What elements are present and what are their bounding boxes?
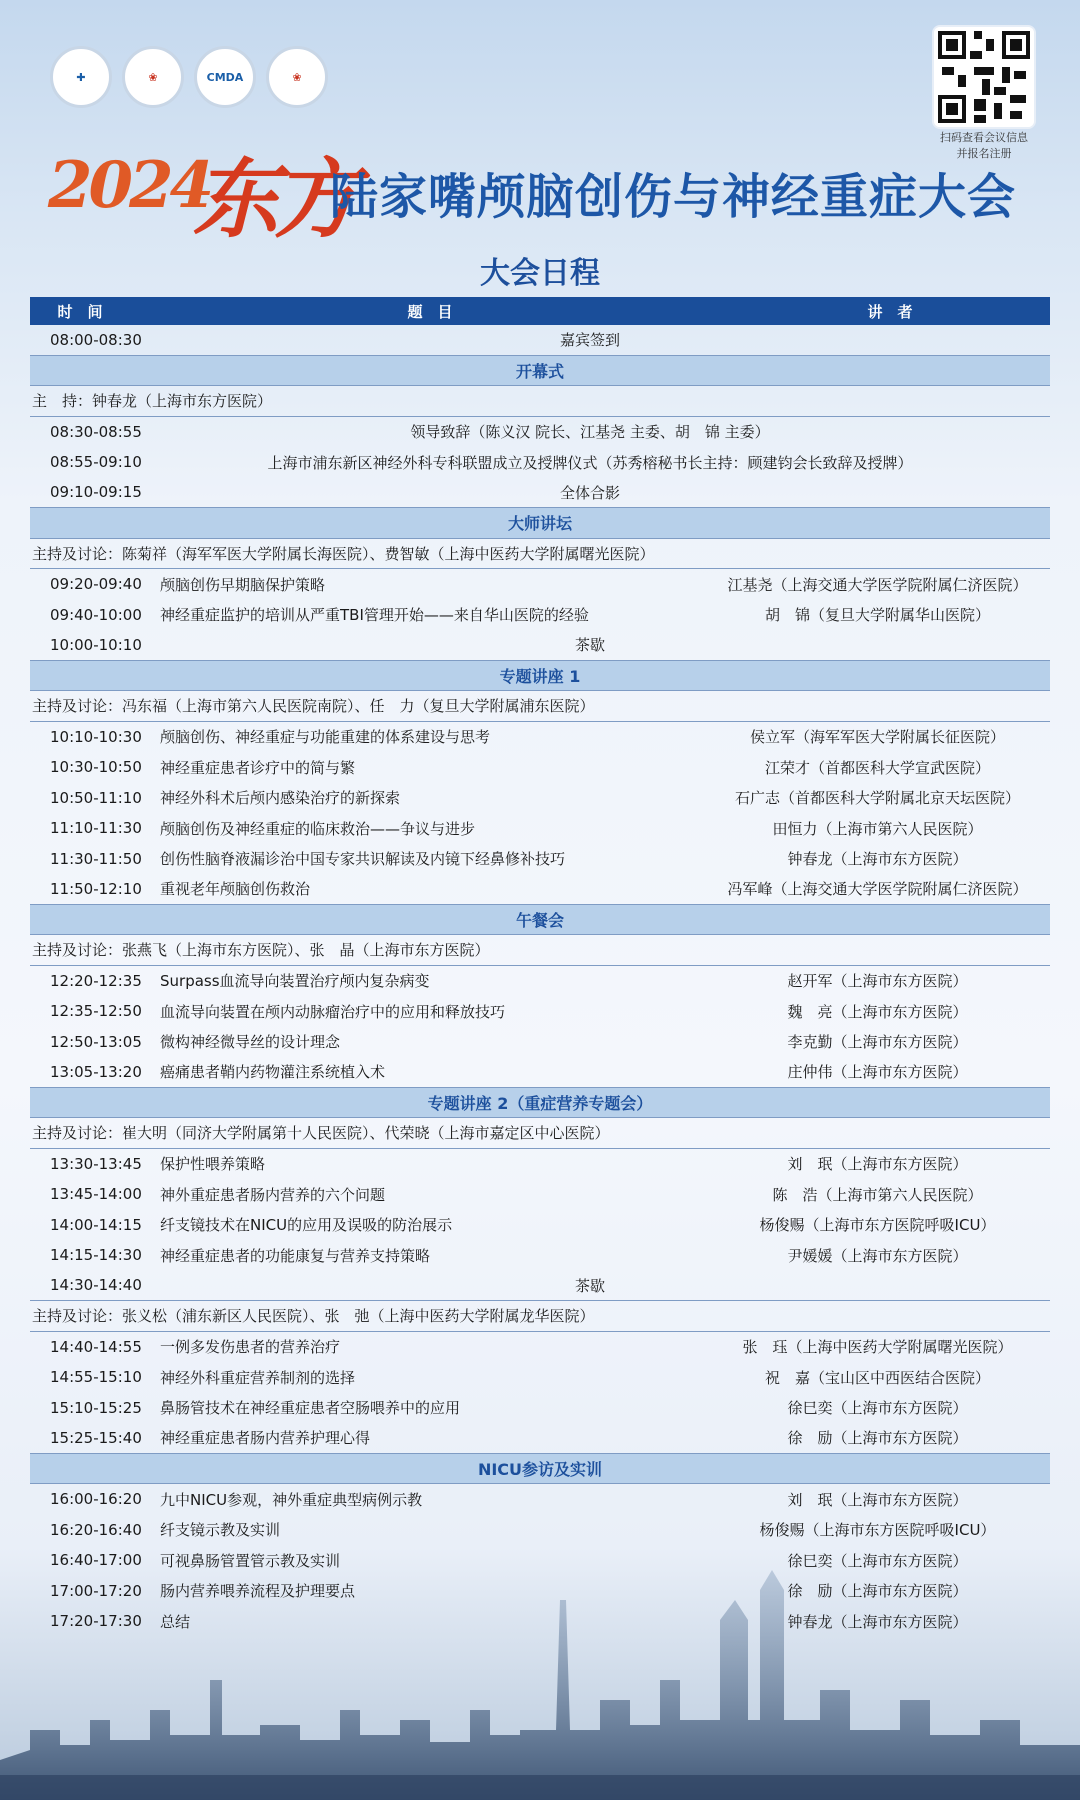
talk-speaker: 侯立军（海军军医大学附属长征医院）: [749, 728, 1005, 747]
talk-time: 09:40-10:00: [50, 605, 142, 624]
session-title: 午餐会: [515, 910, 564, 930]
item-title: 茶歇: [574, 636, 605, 655]
talk-topic: 血流导向装置在颅内动脉瘤治疗中的应用和释放技巧: [160, 1002, 506, 1021]
session-host: 主持及讨论：陈菊祥（海军军医大学附属长海医院）、费智敏（上海中医药大学附属曙光医院）: [32, 544, 655, 563]
qr-caption-line-1: 扫码查看会议信息: [940, 131, 1028, 144]
session-host-row: [30, 386, 1050, 417]
talk-row: [30, 1149, 1050, 1180]
talk-speaker: 徐 励（上海市东方医院）: [787, 1582, 968, 1601]
talk-topic: 颅脑创伤早期脑保护策略: [160, 575, 326, 594]
session-band: [30, 508, 1050, 539]
talk-speaker: 钟春龙（上海市东方医院）: [787, 850, 968, 869]
talk-topic: 神经外科术后颅内感染治疗的新探索: [160, 789, 401, 808]
talk-time: 11:10-11:30: [50, 819, 142, 838]
talk-speaker: 胡 锦（复旦大学附属华山医院）: [764, 606, 990, 625]
session-title: NICU参访及实训: [477, 1459, 603, 1479]
talk-speaker: 徐 励（上海市东方医院）: [787, 1429, 968, 1448]
talk-speaker: 刘 珉（上海市东方医院）: [787, 1490, 968, 1509]
talk-time: 11:30-11:50: [50, 849, 142, 868]
talk-topic: 一例多发伤患者的营养治疗: [160, 1338, 341, 1357]
talk-speaker: 徐巳奕（上海市东方医院）: [787, 1551, 968, 1570]
talk-row: [30, 874, 1050, 905]
talk-row: [30, 1515, 1050, 1546]
talk-time: 17:00-17:20: [50, 1581, 142, 1600]
conference-title: [48, 130, 1048, 250]
talk-topic: 颅脑创伤及神经重症的临床救治——争议与进步: [160, 819, 476, 838]
logo-1: ✚: [50, 46, 112, 108]
agenda-rows: [30, 325, 1050, 1637]
talk-time: 13:45-14:00: [50, 1185, 142, 1204]
qr-caption-line-2: 并报名注册: [956, 147, 1012, 160]
talk-row: [30, 966, 1050, 997]
session-host-row: [30, 1301, 1050, 1332]
talk-row: [30, 844, 1050, 875]
session-band: [30, 905, 1050, 936]
talk-time: 17:20-17:30: [50, 1612, 142, 1631]
talk-row: [30, 783, 1050, 814]
talk-time: 09:20-09:40: [50, 575, 142, 594]
logo-cmda: CMDA: [194, 46, 256, 108]
logo-4: ❀: [266, 46, 328, 108]
session-band: [30, 661, 1050, 692]
session-title: 专题讲座 1: [499, 666, 581, 686]
title-main: 陆家嘴颅脑创伤与神经重症大会: [330, 169, 1017, 225]
talk-speaker: 庄仲伟（上海市东方医院）: [787, 1063, 968, 1082]
session-band: [30, 1088, 1050, 1119]
talk-row: [30, 1362, 1050, 1393]
talk-time: 16:00-16:20: [50, 1490, 142, 1509]
item-title: 全体合影: [559, 483, 620, 502]
agenda-header-row: [30, 297, 1050, 325]
header-time: 时 间: [57, 302, 103, 321]
title-year: 2024: [48, 148, 211, 223]
talk-time: 13:30-13:45: [50, 1154, 142, 1173]
agenda-heading: 大会日程: [480, 256, 600, 291]
talk-topic: 保护性喂养策略: [160, 1155, 266, 1174]
talk-row: [30, 1576, 1050, 1607]
talk-row: [30, 1484, 1050, 1515]
talk-time: 14:15-14:30: [50, 1246, 142, 1265]
item-time: 08:55-09:10: [50, 453, 142, 472]
title-brand: 东方: [193, 149, 353, 250]
talk-topic: 肠内营养喂养流程及护理要点: [160, 1582, 356, 1601]
talk-time: 14:55-15:10: [50, 1368, 142, 1387]
header-topic: 题 目: [407, 302, 453, 321]
header-speaker: 讲 者: [867, 302, 913, 321]
item-title: 茶歇: [574, 1276, 605, 1295]
organizer-logos: [50, 46, 328, 108]
agenda-table: [30, 297, 1050, 1637]
agenda-item-row: [30, 478, 1050, 509]
talk-time: 10:50-11:10: [50, 788, 142, 807]
talk-topic: 癌痛患者鞘内药物灌注系统植入术: [160, 1063, 386, 1082]
agenda-item-row: [30, 1271, 1050, 1302]
session-host: 主持及讨论：张燕飞（上海市东方医院）、张 晶（上海市东方医院）: [32, 941, 490, 960]
talk-speaker: 祝 嘉（宝山区中西医结合医院）: [764, 1368, 990, 1387]
talk-time: 15:10-15:25: [50, 1398, 142, 1417]
session-title: 专题讲座 2（重症营养专题会）: [427, 1093, 653, 1113]
talk-row: [30, 722, 1050, 753]
session-host-row: [30, 1118, 1050, 1149]
talk-row: [30, 996, 1050, 1027]
talk-row: [30, 1210, 1050, 1241]
talk-time: 10:30-10:50: [50, 758, 142, 777]
talk-speaker: 徐巳奕（上海市东方医院）: [787, 1399, 968, 1418]
agenda-item-row: [30, 630, 1050, 661]
session-host-row: [30, 539, 1050, 570]
talk-time: 12:35-12:50: [50, 1002, 142, 1021]
session-host: 主持及讨论：张义松（浦东新区人民医院）、张 弛（上海中医药大学附属龙华医院）: [32, 1307, 595, 1326]
talk-row: [30, 1240, 1050, 1271]
talk-time: 14:00-14:15: [50, 1215, 142, 1234]
item-time: 08:00-08:30: [50, 330, 142, 349]
session-band: [30, 1454, 1050, 1485]
talk-row: [30, 1332, 1050, 1363]
talk-row: [30, 1606, 1050, 1637]
logo-2: ❀: [122, 46, 184, 108]
session-host: 主持及讨论：崔大明（同济大学附属第十人民医院）、代荣晓（上海市嘉定区中心医院）: [32, 1124, 610, 1143]
item-time: 10:00-10:10: [50, 635, 142, 654]
item-time: 08:30-08:55: [50, 422, 142, 441]
talk-topic: 颅脑创伤、神经重症与功能重建的体系建设与思考: [160, 728, 491, 747]
talk-topic: Surpass血流导向装置治疗颅内复杂病变: [160, 972, 430, 991]
session-title: 开幕式: [515, 361, 564, 381]
talk-topic: 鼻肠管技术在神经重症患者空肠喂养中的应用: [160, 1399, 461, 1418]
talk-row: [30, 1027, 1050, 1058]
talk-topic: 九中NICU参观，神外重症典型病例示教: [160, 1490, 423, 1509]
talk-speaker: 江荣才（首都医科大学宣武医院）: [764, 758, 990, 777]
talk-topic: 纤支镜示教及实训: [160, 1521, 281, 1540]
talk-speaker: 尹媛媛（上海市东方医院）: [787, 1246, 968, 1265]
talk-speaker: 江基尧（上海交通大学医学院附属仁济医院）: [727, 575, 1028, 594]
talk-time: 13:05-13:20: [50, 1062, 142, 1081]
talk-topic: 神经重症患者的功能康复与营养支持策略: [160, 1246, 431, 1265]
talk-topic: 神经外科重症营养制剂的选择: [160, 1368, 356, 1387]
talk-time: 15:25-15:40: [50, 1428, 142, 1447]
talk-topic: 微构神经微导丝的设计理念: [160, 1033, 341, 1052]
talk-speaker: 杨俊赐（上海市东方医院呼吸ICU）: [759, 1521, 996, 1540]
talk-time: 12:20-12:35: [50, 971, 142, 990]
session-host: 主 持：钟春龙（上海市东方医院）: [32, 392, 273, 411]
talk-time: 16:20-16:40: [50, 1520, 142, 1539]
talk-topic: 重视老年颅脑创伤救治: [160, 880, 311, 899]
session-title: 大师讲坛: [507, 514, 572, 534]
talk-time: 12:50-13:05: [50, 1032, 142, 1051]
talk-row: [30, 1179, 1050, 1210]
qr-code[interactable]: [934, 27, 1034, 127]
talk-speaker: 杨俊赐（上海市东方医院呼吸ICU）: [759, 1216, 996, 1235]
talk-topic: 可视鼻肠管置管示教及实训: [160, 1551, 341, 1570]
talk-topic: 纤支镜技术在NICU的应用及误吸的防治展示: [160, 1216, 453, 1235]
talk-row: [30, 1393, 1050, 1424]
session-host-row: [30, 935, 1050, 966]
talk-row: [30, 569, 1050, 600]
item-title: 上海市浦东新区神经外科专科联盟成立及授牌仪式（苏秀榕秘书长主持：顾建钧会长致辞及授牌）: [267, 453, 913, 472]
talk-time: 16:40-17:00: [50, 1551, 142, 1570]
talk-speaker: 石广志（首都医科大学附属北京天坛医院）: [734, 789, 1020, 808]
talk-time: 14:40-14:55: [50, 1337, 142, 1356]
item-time: 09:10-09:15: [50, 483, 142, 502]
talk-speaker: 钟春龙（上海市东方医院）: [787, 1612, 968, 1631]
item-title: 嘉宾签到: [559, 331, 620, 350]
session-band: [30, 356, 1050, 387]
talk-speaker: 田恒力（上海市第六人民医院）: [772, 819, 983, 838]
talk-row: [30, 600, 1050, 631]
talk-speaker: 赵开军（上海市东方医院）: [787, 972, 968, 991]
session-host-row: [30, 691, 1050, 722]
talk-topic: 神经重症监护的培训从严重TBI管理开始——来自华山医院的经验: [160, 606, 589, 625]
talk-time: 10:10-10:30: [50, 727, 142, 746]
talk-row: [30, 1545, 1050, 1576]
talk-time: 11:50-12:10: [50, 879, 142, 898]
talk-topic: 神经重症患者肠内营养护理心得: [160, 1429, 371, 1448]
talk-speaker: 魏 亮（上海市东方医院）: [787, 1002, 968, 1021]
talk-speaker: 陈 浩（上海市第六人民医院）: [772, 1185, 983, 1204]
agenda-item-row: [30, 447, 1050, 478]
session-host: 主持及讨论：冯东福（上海市第六人民医院南院）、任 力（复旦大学附属浦东医院）: [32, 697, 595, 716]
talk-row: [30, 813, 1050, 844]
talk-topic: 神外重症患者肠内营养的六个问题: [160, 1185, 386, 1204]
talk-topic: 总结: [160, 1612, 191, 1631]
talk-speaker: 刘 珉（上海市东方医院）: [787, 1155, 968, 1174]
talk-speaker: 张 珏（上海中医药大学附属曙光医院）: [742, 1338, 1013, 1357]
talk-topic: 创伤性脑脊液漏诊治中国专家共识解读及内镜下经鼻修补技巧: [160, 850, 566, 869]
item-title: 领导致辞（陈义汉 院长、江基尧 主委、胡 锦 主委）: [410, 423, 770, 442]
talk-row: [30, 752, 1050, 783]
talk-row: [30, 1423, 1050, 1454]
agenda-item-row: [30, 325, 1050, 356]
talk-speaker: 李克勤（上海市东方医院）: [787, 1033, 968, 1052]
item-time: 14:30-14:40: [50, 1276, 142, 1295]
talk-speaker: 冯军峰（上海交通大学医学院附属仁济医院）: [727, 880, 1028, 899]
agenda-item-row: [30, 417, 1050, 448]
talk-row: [30, 1057, 1050, 1088]
talk-topic: 神经重症患者诊疗中的简与繁: [160, 758, 356, 777]
